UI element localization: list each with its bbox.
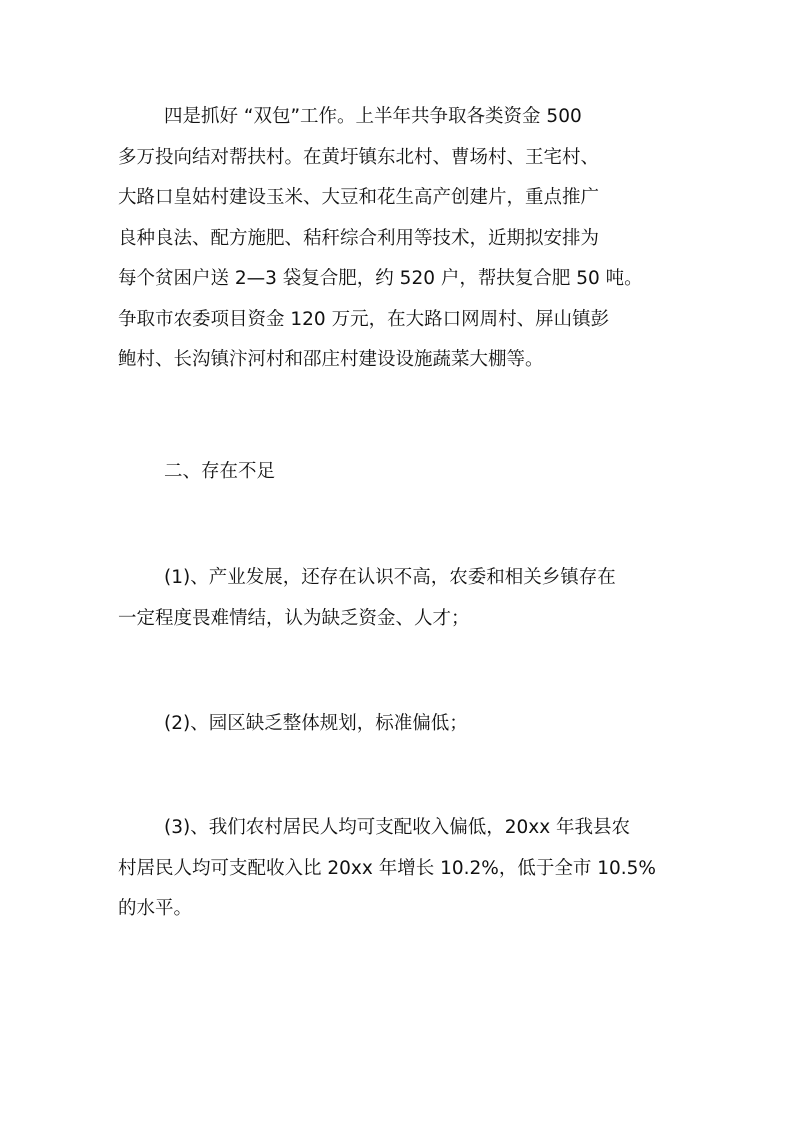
list-item-2	[118, 704, 690, 745]
text-line: (1)、产业发展，还存在认识不高，农委和相关乡镇存在	[164, 567, 616, 588]
text-line: 村居民人均可支配收入比 20xx 年增长 10.2%，低于全市 10.5%	[118, 857, 657, 879]
text-line: 大路口皇姑村建设玉米、大豆和花生高产创建片，重点推广	[118, 187, 600, 208]
text-line: (2)、园区缺乏整体规划，标准偏低；	[164, 713, 468, 734]
text-line: 每个贫困户送 2—3 袋复合肥，约 520 户，帮扶复合肥 50 吨。	[118, 268, 643, 289]
paragraph-double-package-work	[118, 97, 690, 381]
text-line: 的水平。	[118, 898, 193, 919]
text-line: (3)、我们农村居民人均可支配收入偏低，20xx 年我县农	[164, 817, 631, 838]
text-line: 四是抓好 “双包”工作。上半年共争取各类资金 500	[164, 106, 582, 127]
text-line: 鲍村、长沟镇汴河村和邵庄村建设设施蔬菜大棚等。	[118, 349, 544, 370]
text-line: 一定程度畏难情结，认为缺乏资金、人才；	[118, 607, 470, 629]
list-item-1	[118, 558, 690, 639]
text-line: 多万投向结对帮扶村。在黄圩镇东北村、曹场村、王宅村、	[118, 146, 600, 168]
text-line: 良种良法、配方施肥、秸秆综合利用等技术，近期拟安排为	[118, 227, 600, 249]
section-heading-shortcomings	[118, 452, 690, 493]
section-heading: 二、存在不足	[164, 461, 276, 482]
list-item-3	[118, 808, 690, 930]
text-line: 争取市农委项目资金 120 万元，在大路口网周村、屏山镇彭	[118, 308, 610, 330]
